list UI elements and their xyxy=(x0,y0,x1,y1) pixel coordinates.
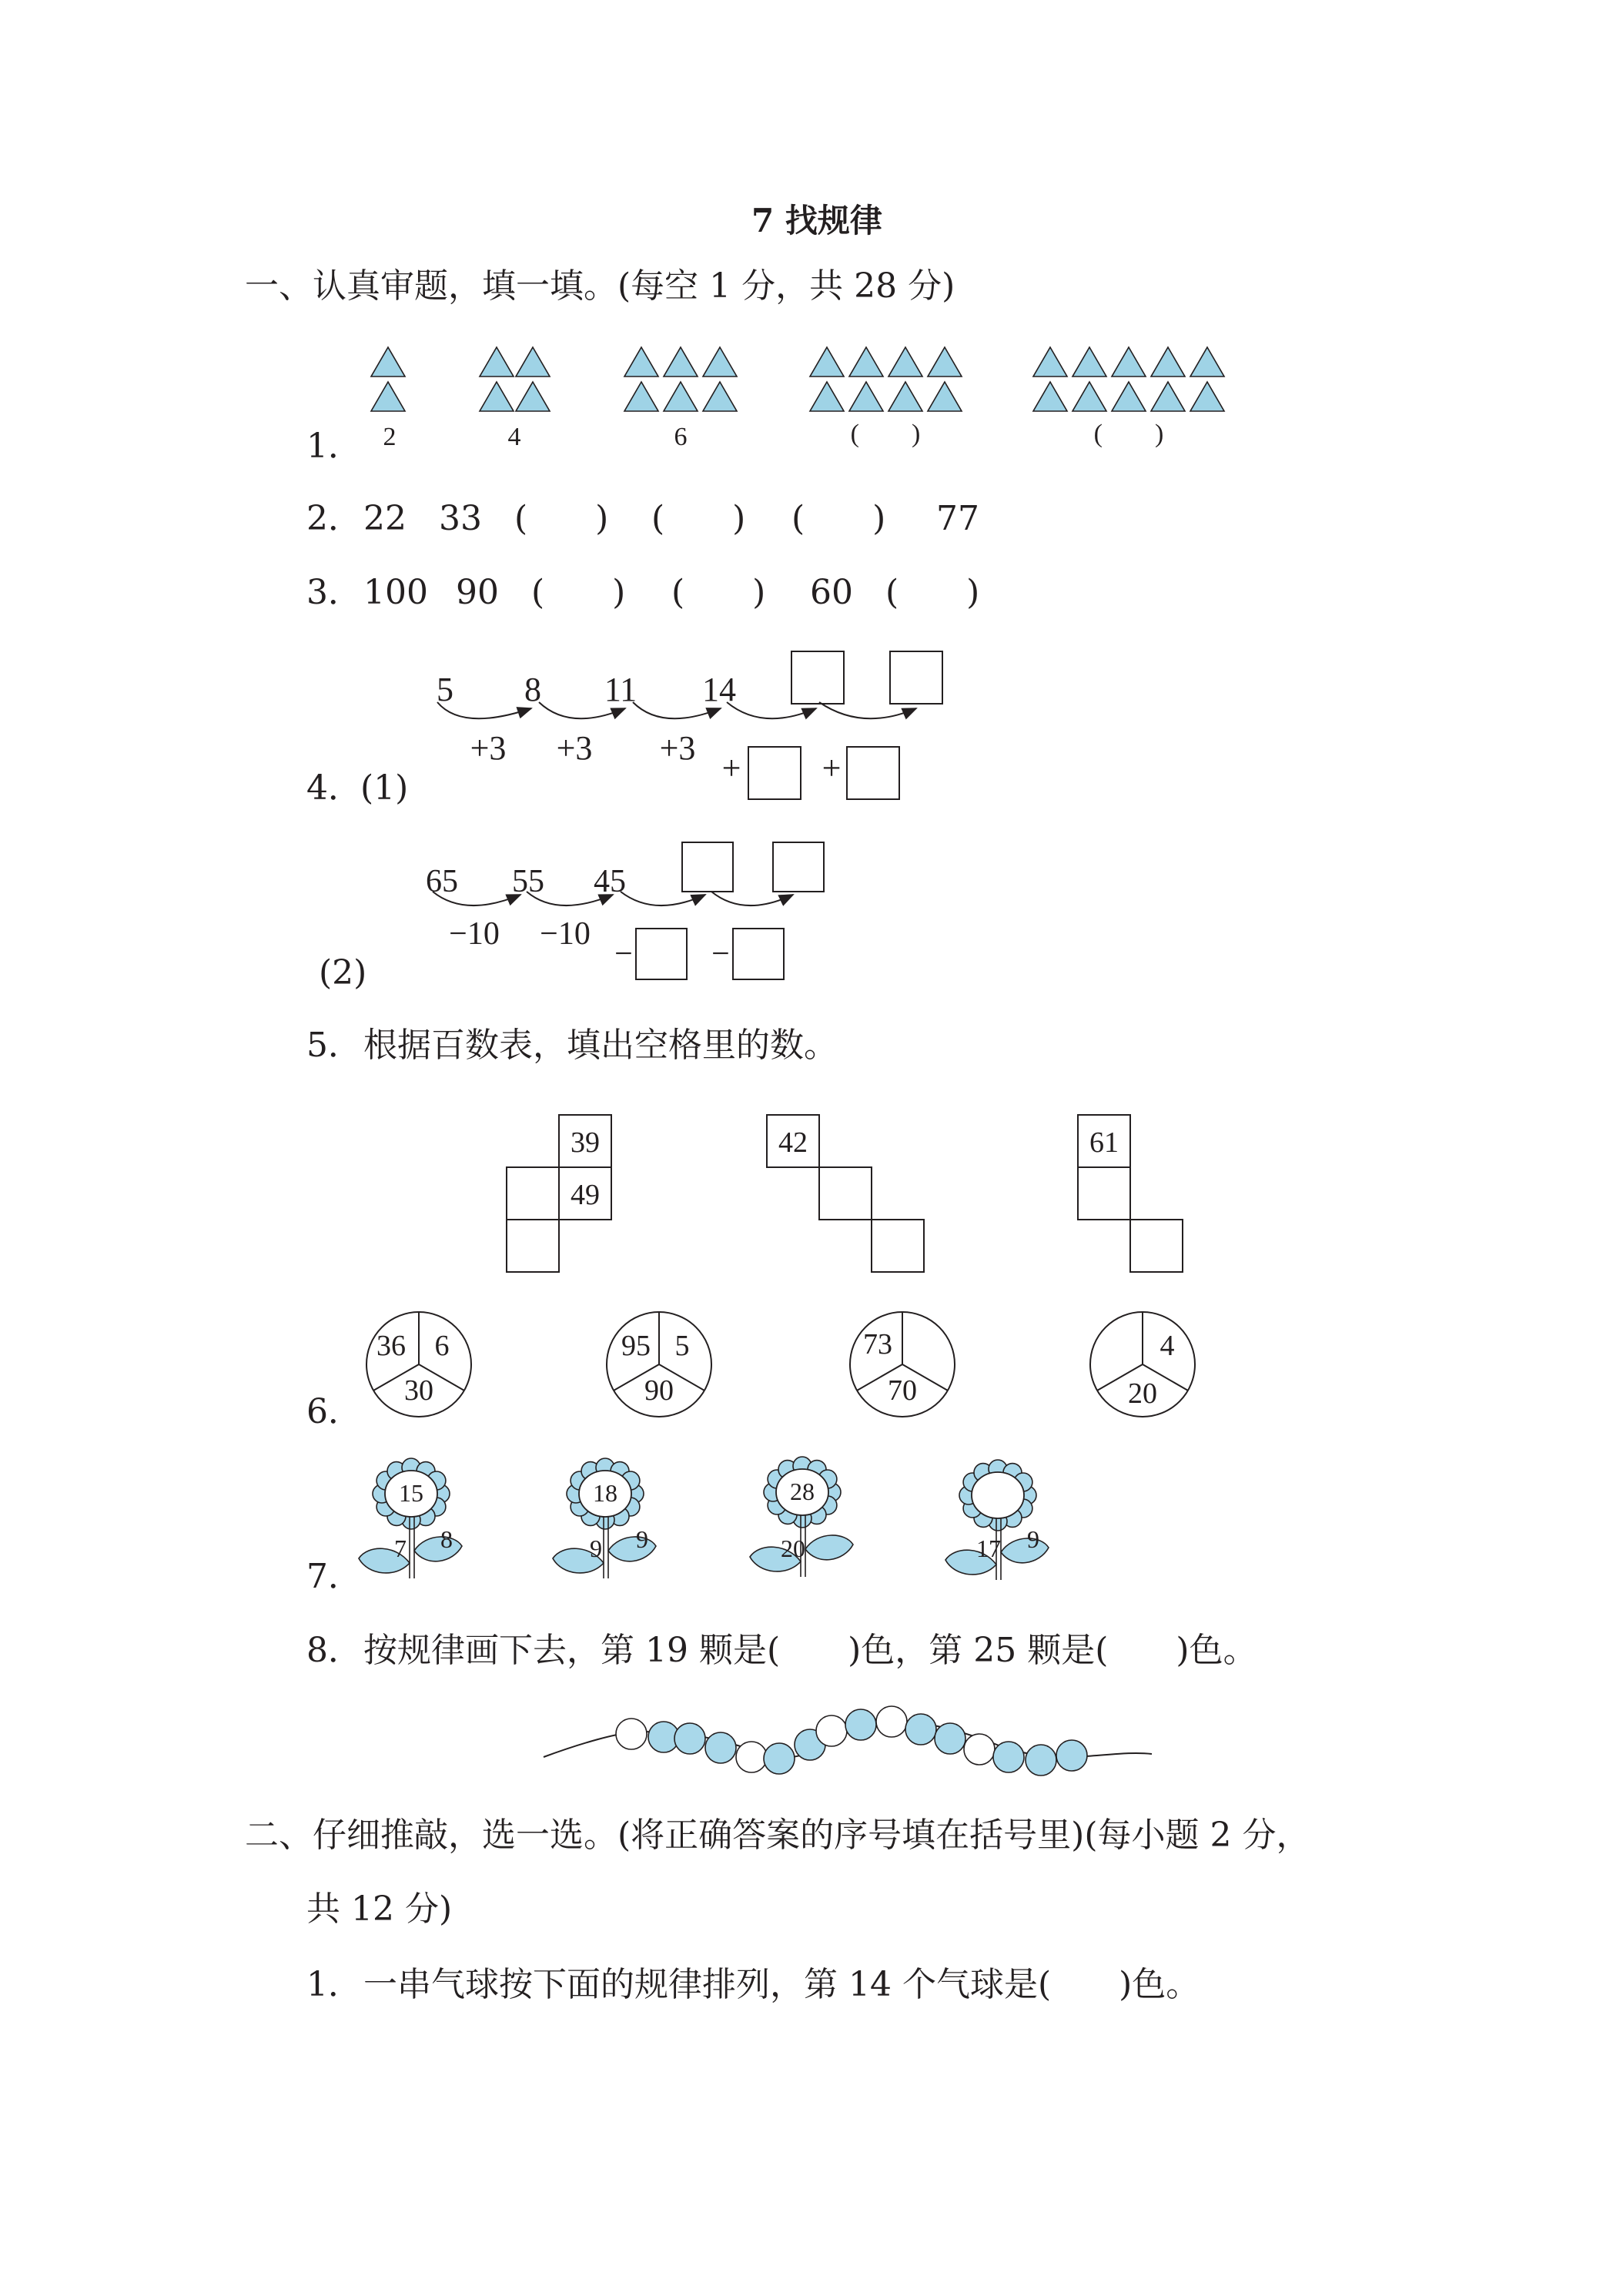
q4-p1-answer-box-2[interactable] xyxy=(890,651,942,704)
q8-bead-string xyxy=(544,1706,1152,1776)
q2-item-2: 33 xyxy=(439,499,482,538)
q2-number: 2． xyxy=(306,499,362,538)
q5-g2-cell-1: 42 xyxy=(778,1126,808,1159)
flower-center xyxy=(972,1472,1024,1518)
bead xyxy=(993,1742,1024,1772)
q6-c3-bottom: 70 xyxy=(888,1374,917,1407)
q6-c1-right: 6 xyxy=(434,1330,450,1362)
q5-number: 5． xyxy=(306,1026,362,1065)
q4-p1-op-sign-1: + xyxy=(721,749,741,787)
bead xyxy=(674,1723,705,1754)
section1-heading: 一、认真审题，填一填。(每空 1 分，共 28 分) xyxy=(245,266,955,306)
q4-p2-op-2: −10 xyxy=(540,916,591,952)
q4-p1-num-4: 14 xyxy=(702,671,736,708)
bead xyxy=(905,1714,936,1745)
q3-blank-2[interactable]: ( ) xyxy=(671,573,766,612)
q8-text: 按规律画下去，第 19 颗是( )色，第 25 颗是( )色。 xyxy=(363,1631,1257,1670)
q7-flower-2 xyxy=(553,1458,656,1578)
flower-right-leaf xyxy=(414,1537,462,1561)
q6-number: 6． xyxy=(306,1392,362,1431)
q7-number: 7． xyxy=(306,1557,362,1596)
bead xyxy=(1026,1745,1056,1776)
triangle-group-1 xyxy=(371,347,405,411)
q3-blank-3[interactable]: ( ) xyxy=(885,573,980,612)
q1-blank-5[interactable]: ( ) xyxy=(1093,420,1164,448)
s2-q1-number: 1． xyxy=(306,1965,362,2004)
bead xyxy=(876,1706,907,1737)
triangle-group-3 xyxy=(624,347,737,411)
q4-p1-num-1: 5 xyxy=(437,671,453,708)
s2-q1-text: 一串气球按下面的规律排列，第 14 个气球是( )色。 xyxy=(363,1965,1200,2004)
page-title: 7 找规律 xyxy=(751,202,882,239)
q2-blank-2[interactable]: ( ) xyxy=(651,499,746,538)
q4-p1-op-box-1[interactable] xyxy=(748,747,801,799)
q4-part1-label: (1) xyxy=(360,768,409,808)
q1-label-1: 2 xyxy=(383,423,397,451)
q1-blank-4[interactable]: ( ) xyxy=(850,420,921,448)
q7-f1-left: 7 xyxy=(394,1535,407,1562)
q4-p1-op-1: +3 xyxy=(470,729,507,767)
q8-beads xyxy=(616,1706,1087,1776)
q4-part2-label: (2) xyxy=(319,953,367,992)
bead xyxy=(736,1742,767,1772)
q7-f2-left: 9 xyxy=(590,1535,602,1562)
q7-f1-right: 8 xyxy=(440,1525,453,1553)
q5-g1-cell-2: 49 xyxy=(571,1179,600,1211)
triangle-group-5 xyxy=(1033,347,1224,411)
bead xyxy=(764,1743,795,1774)
q5-g3-cell-1: 61 xyxy=(1089,1126,1119,1159)
q7-f2-head: 18 xyxy=(593,1479,617,1507)
q7-f1-head: 15 xyxy=(399,1479,423,1507)
q2-blank-3[interactable]: ( ) xyxy=(791,499,886,538)
q4-p2-op-box-1[interactable] xyxy=(636,929,687,979)
q6-c2-bottom: 90 xyxy=(644,1374,674,1407)
q4-p1-op-sign-2: + xyxy=(822,749,842,787)
q1-number: 1． xyxy=(306,427,362,466)
q4-p2-op-1: −10 xyxy=(449,916,500,952)
q6-c4-right: 4 xyxy=(1160,1330,1175,1362)
q6-c2-right: 5 xyxy=(674,1330,690,1362)
q6-c4-bottom: 20 xyxy=(1128,1377,1157,1410)
q6-circles xyxy=(366,1312,1195,1417)
q7-f4-left: 17 xyxy=(976,1535,1001,1562)
q1-triangle-groups xyxy=(371,347,1224,411)
bead xyxy=(964,1734,995,1765)
flower-right-leaf xyxy=(608,1537,656,1561)
section2-heading-line2: 共 12 分) xyxy=(306,1889,453,1929)
flower-right-leaf xyxy=(805,1535,853,1560)
q4-part1-diagram xyxy=(437,651,942,799)
q2-blank-1[interactable]: ( ) xyxy=(514,499,609,538)
bead xyxy=(616,1719,647,1749)
q3-number: 3． xyxy=(306,573,362,612)
q4-p1-op-3: +3 xyxy=(659,729,696,767)
q4-p2-op-box-2[interactable] xyxy=(733,929,784,979)
flower-right-leaf xyxy=(1001,1538,1049,1563)
bead xyxy=(705,1732,736,1763)
bead xyxy=(1056,1740,1087,1771)
q5-g1-cell-1: 39 xyxy=(571,1126,600,1159)
bead xyxy=(845,1709,876,1740)
q5-g1-blank-2[interactable] xyxy=(507,1220,559,1272)
q4-p1-answer-box-1[interactable] xyxy=(791,651,844,704)
q4-p2-op-sign-2: − xyxy=(711,936,730,972)
q4-p2-answer-box-1[interactable] xyxy=(682,842,733,892)
q4-p2-answer-box-2[interactable] xyxy=(773,842,824,892)
triangle-group-4 xyxy=(810,347,962,411)
q5-g3-blank-1[interactable] xyxy=(1078,1167,1130,1220)
q6-c1-bottom: 30 xyxy=(404,1374,433,1407)
q3-item-1: 100 xyxy=(363,573,428,612)
q6-c1-left: 36 xyxy=(376,1330,406,1362)
q5-g2-blank-2[interactable] xyxy=(872,1220,924,1272)
q7-flower-1 xyxy=(359,1458,462,1578)
q1-label-3: 6 xyxy=(674,423,688,451)
q6-c3-left: 73 xyxy=(863,1328,892,1361)
q8-number: 8． xyxy=(306,1631,362,1670)
q4-p2-num-3: 45 xyxy=(594,864,626,899)
q2-item-1: 22 xyxy=(363,499,407,538)
q7-f2-right: 9 xyxy=(636,1525,648,1553)
q4-p1-num-3: 11 xyxy=(604,671,637,708)
q7-f4-right: 9 xyxy=(1027,1525,1039,1553)
bead xyxy=(935,1723,965,1754)
q7-f3-head: 28 xyxy=(790,1478,815,1505)
q5-g3-blank-2[interactable] xyxy=(1130,1220,1183,1272)
q5-g1-blank-1[interactable] xyxy=(507,1167,559,1220)
q6-c2-left: 95 xyxy=(621,1330,651,1362)
q4-number: 4． xyxy=(306,768,362,808)
q4-p2-num-2: 55 xyxy=(512,864,544,899)
q1-label-2: 4 xyxy=(507,423,521,451)
q4-p2-num-1: 65 xyxy=(426,864,458,899)
q7-f3-left: 20 xyxy=(781,1535,805,1562)
section2-heading-line1: 二、仔细推敲，选一选。(将正确答案的序号填在括号里)(每小题 2 分， xyxy=(245,1816,1310,1855)
q5-text: 根据百数表，填出空格里的数。 xyxy=(363,1026,838,1065)
q7-flowers xyxy=(359,1457,1049,1580)
q4-p1-num-2: 8 xyxy=(524,671,541,708)
q4-p1-op-2: +3 xyxy=(556,729,593,767)
bead xyxy=(816,1715,847,1746)
q3-item-2: 90 xyxy=(456,573,499,612)
q5-g2-blank-1[interactable] xyxy=(819,1167,872,1220)
q2-item-6: 77 xyxy=(936,499,979,538)
q4-p1-op-box-2[interactable] xyxy=(847,747,899,799)
q3-blank-1[interactable]: ( ) xyxy=(531,573,626,612)
q3-item-5: 60 xyxy=(810,573,853,612)
triangle-group-2 xyxy=(480,347,550,411)
q4-p2-op-sign-1: − xyxy=(614,936,633,972)
